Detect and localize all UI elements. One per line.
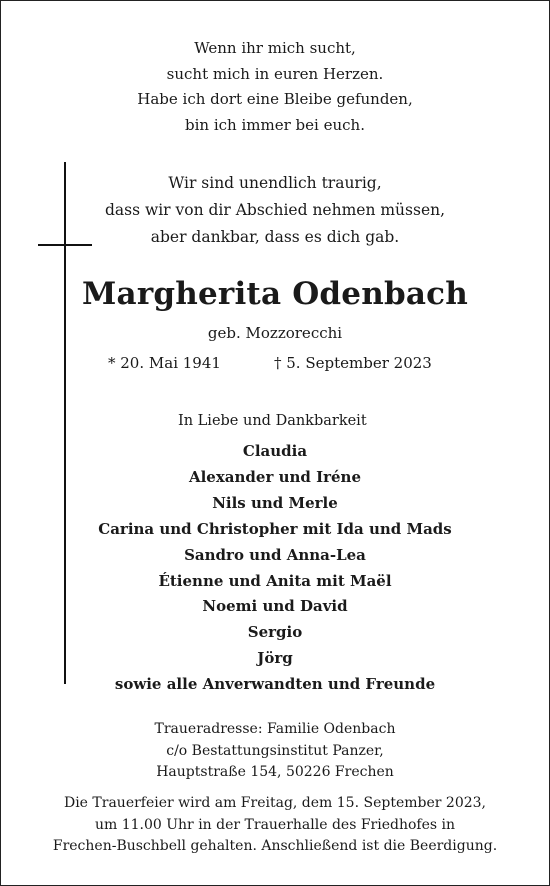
grief-line: aber dankbar, dass es dich gab.: [150, 228, 400, 246]
birth-date: * 20. Mai 1941: [108, 354, 221, 372]
family-member: sowie alle Anverwandten und Freunde: [114, 675, 436, 694]
mourning-address: [0, 719, 550, 784]
family-member: Jörg: [257, 649, 293, 668]
address-line: c/o Bestattungsinstitut Panzer,: [166, 742, 384, 759]
family-member: Sergio: [247, 623, 303, 642]
family-list: [0, 439, 550, 698]
poem-block: [0, 36, 550, 138]
family-member: Nils und Merle: [212, 493, 338, 512]
grief-line: Wir sind unendlich traurig,: [168, 174, 382, 192]
service-line: Die Trauerfeier wird am Freitag, dem 15. September 2023,: [63, 795, 486, 811]
service-line: um 11.00 Uhr in der Trauerhalle des Friedhofes in: [94, 816, 456, 833]
deceased-name: Margherita Odenbach: [82, 276, 468, 312]
address-line: Traueradresse: Familie Odenbach: [154, 721, 396, 737]
death-date: † 5. September 2023: [274, 354, 432, 372]
family-member: Étienne und Anita mit Maël: [158, 571, 392, 590]
funeral-service-info: [0, 793, 550, 858]
family-member: Carina und Christopher mit Ida und Mads: [98, 519, 452, 538]
service-line: Frechen-Buschbell gehalten. Anschließend ist die Beerdigung.: [52, 838, 498, 854]
family-member: Alexander und Iréne: [188, 467, 362, 486]
family-member: Noemi und David: [202, 597, 348, 616]
family-member: Sandro und Anna-Lea: [184, 545, 366, 564]
maiden-name: geb. Mozzorecchi: [207, 324, 343, 342]
poem-line: sucht mich in euren Herzen.: [166, 64, 384, 83]
grief-line: dass wir von dir Abschied nehmen müssen,: [104, 201, 446, 219]
poem-line: bin ich immer bei euch.: [185, 115, 365, 134]
address-line: Hauptstraße 154, 50226 Frechen: [156, 764, 394, 780]
family-member: Claudia: [242, 442, 308, 460]
grief-statement: [0, 170, 550, 251]
poem-line: Wenn ihr mich sucht,: [194, 39, 356, 57]
love-line: In Liebe und Dankbarkeit: [178, 413, 367, 429]
poem-line: Habe ich dort eine Bleibe gefunden,: [137, 90, 413, 108]
